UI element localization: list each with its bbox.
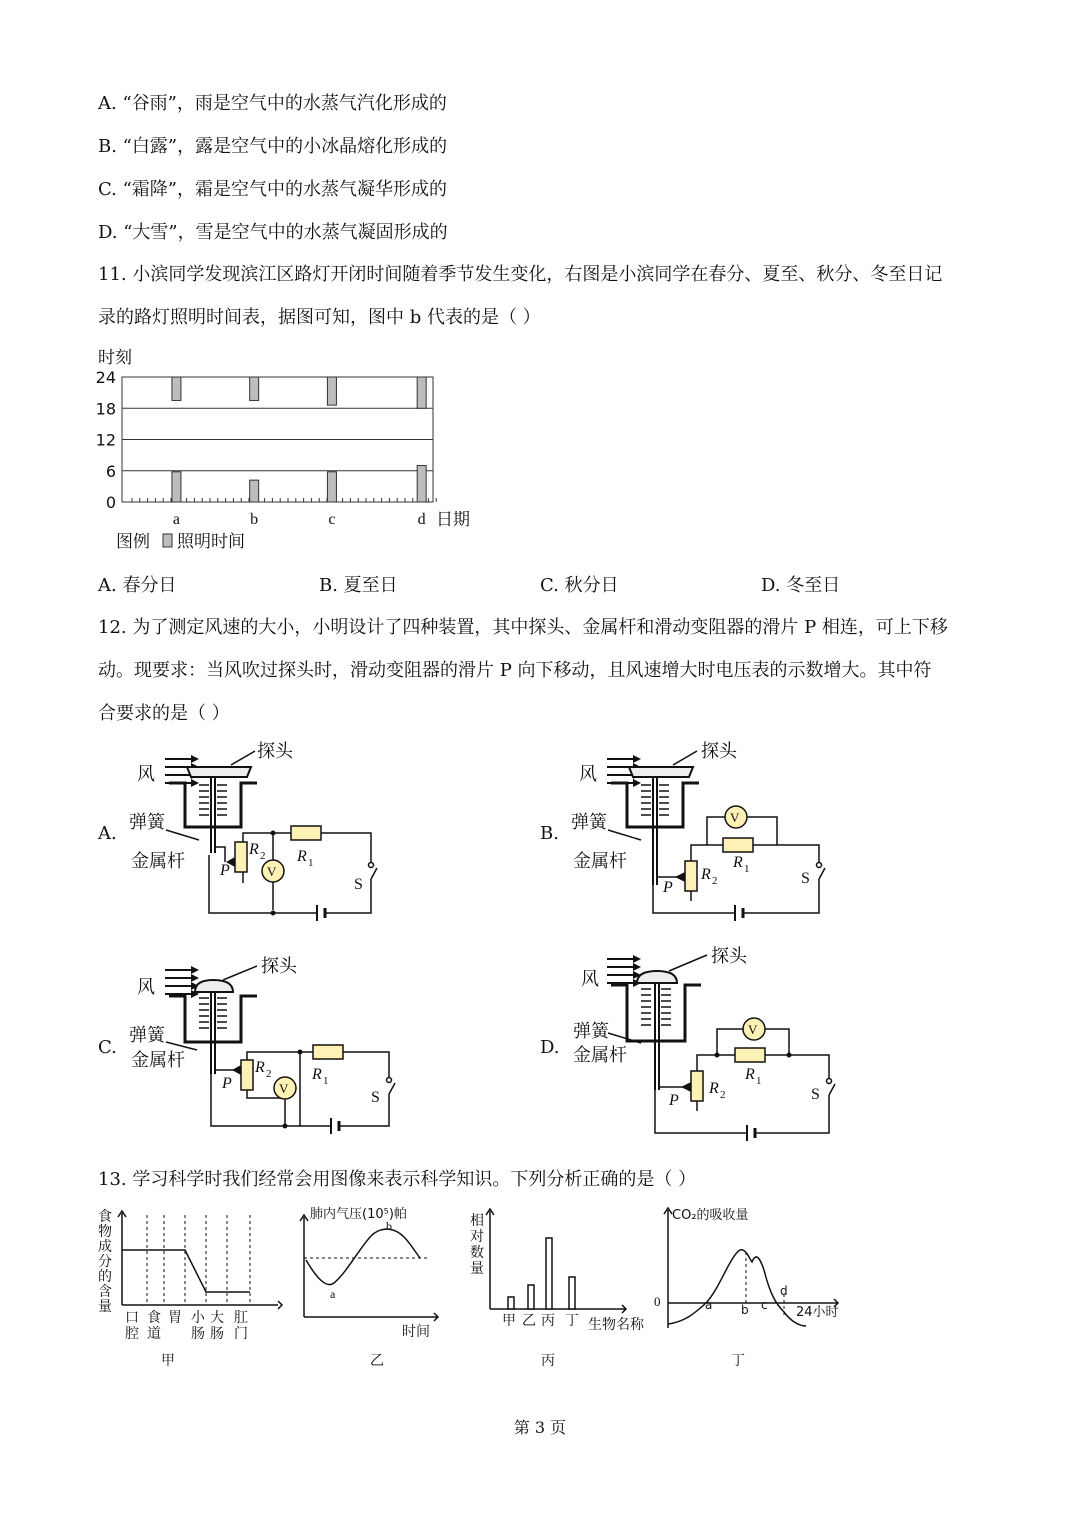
q11-bar-d-evening [417,377,426,408]
r1-label: R [733,854,743,871]
r1-subscript: 1 [756,1075,762,1087]
q11-legend-swatch [163,534,172,547]
q11-y-tick-label: 18 [95,399,116,419]
ding-point-a: a [705,1298,713,1312]
probe-icon [187,767,251,777]
voltmeter-label: V [730,810,740,825]
bing-ylabel-char: 量 [470,1261,484,1277]
q11-x-axis-label: 日期 [436,510,470,530]
probe-label: 探头 [257,741,293,762]
yi-point-a: a [330,1287,336,1301]
bing-bar-label: 丙 [541,1313,555,1329]
p-label: P [663,879,673,896]
jia-xlabel: 小 [191,1310,205,1326]
q11-category-label: b [250,511,259,528]
r2-subscript: 2 [260,850,266,862]
r1-subscript: 1 [308,857,314,869]
r2-subscript: 2 [712,875,718,887]
p-label: P [222,1075,232,1092]
q11-category-label: a [172,511,180,528]
bing-ylabel-char: 相 [470,1213,484,1229]
yi-ylabel: 肺内气压(10⁵)帕 [310,1207,407,1222]
bing-bar-jia [508,1297,514,1309]
jia-xlabel: 食 [147,1310,161,1326]
ding-caption: 丁 [731,1353,745,1369]
q10-option-d: D. “大雪”，雪是空气中的水蒸气凝固形成的 [98,222,448,243]
jia-xlabel: 道 [147,1326,161,1342]
voltmeter-label: V [748,1022,758,1037]
r1-resistor [313,1045,343,1059]
jia-ylabel-char: 物 [98,1224,112,1240]
ding-point-d: d [780,1284,788,1298]
probe-label: 探头 [711,946,747,967]
circuit-b-diagram [567,735,837,920]
ding-xlabel: 24小时 [796,1305,839,1320]
q11-y-axis-label: 时刻 [98,348,132,368]
switch-label: S [811,1086,820,1103]
jia-ylabel-char: 成 [98,1239,112,1255]
jia-curve [122,1250,250,1292]
yi-caption: 乙 [370,1353,384,1369]
r1-resistor [735,1048,765,1062]
q12-stem-line1: 12. 为了测定风速的大小，小明设计了四种装置，其中探头、金属杆和滑动变阻器的滑片 P 相连，可上下移 [98,617,948,638]
q11-stem-line2: 录的路灯照明时间表，据图可知，图中 b 代表的是（ ） [98,307,541,328]
yi-curve [306,1229,420,1284]
voltmeter-label: V [279,1081,289,1096]
q12-option-d: D. [540,1037,560,1058]
page-number: 第 3 页 [513,1418,567,1437]
r2-label: R [249,841,259,858]
q12-stem-line2: 动。现要求：当风吹过探头时，滑动变阻器的滑片 P 向下移动，且风速增大时电压表的示数增大。其中符 [98,660,932,681]
bing-ylabel-char: 数 [470,1245,484,1261]
ding-zero: 0 [654,1294,661,1309]
switch-icon [387,1078,392,1083]
bing-xlabel: 生物名称 [588,1317,644,1333]
bing-bar-yi [528,1285,534,1309]
q11-lighting-chart [90,342,490,557]
q11-bar-b-morning [250,480,259,502]
q11-bar-a-evening [172,377,181,400]
r2-label: R [709,1080,719,1097]
r2-subscript: 2 [720,1089,726,1101]
r1-subscript: 1 [323,1075,329,1087]
q12-option-c: C. [98,1037,117,1058]
spring-label: 弹簧 [129,1025,165,1046]
r2-subscript: 2 [266,1068,272,1080]
r2-resistor [241,1060,253,1090]
switch-icon [817,863,822,868]
jia-ylabel-char: 的 [98,1269,112,1285]
yi-xlabel: 时间 [402,1324,430,1340]
switch-label: S [354,876,363,893]
q13-graph-jia [92,1205,282,1370]
q12-option-a: A. [98,823,117,844]
q13-graph-bing [468,1205,658,1370]
yi-point-b: b [386,1219,392,1233]
q11-stem-line1: 11. 小滨同学发现滨江区路灯开闭时间随着季节发生变化，右图是小滨同学在春分、夏至、秋分、冬至日记 [98,264,943,285]
q11-option-c: C. 秋分日 [540,575,619,596]
bing-ylabel-char: 对 [470,1229,484,1245]
circuit-a-diagram [125,735,395,920]
q11-bar-a-morning [172,472,181,502]
q11-legend-label: 照明时间 [177,532,245,552]
jia-ylabel-char: 分 [98,1254,112,1270]
wind-label: 风 [137,977,155,998]
q13-graph-yi [296,1205,446,1370]
r1-label: R [297,848,307,865]
wind-label: 风 [137,764,155,785]
jia-xlabel: 肠 [191,1326,205,1342]
switch-label: S [371,1089,380,1106]
q11-option-d: D. 冬至日 [761,575,841,596]
bing-bar-ding [569,1277,575,1309]
probe-label: 探头 [261,956,297,977]
rod-label: 金属杆 [573,1045,627,1066]
bing-bar-label: 乙 [522,1313,536,1329]
probe-icon [195,980,233,992]
q11-y-tick-label: 0 [105,493,116,512]
ding-ylabel: CO₂的吸收量 [672,1208,749,1223]
bing-bar-label: 甲 [502,1313,516,1329]
q11-category-label: c [328,511,336,528]
ding-point-c: c [761,1298,768,1312]
p-label: P [669,1092,679,1109]
jia-xlabel: 腔 [125,1326,139,1342]
jia-xlabel: 肛 [234,1310,248,1326]
q13-stem: 13. 学习科学时我们经常会用图像来表示科学知识。下列分析正确的是（ ） [98,1169,697,1190]
jia-ylabel-char: 含 [98,1284,112,1300]
q11-y-tick-label: 24 [95,368,116,387]
jia-xlabel: 肠 [210,1326,224,1342]
r1-label: R [312,1066,322,1083]
jia-ylabel-char: 食 [98,1209,112,1225]
wind-label: 风 [581,969,599,990]
spring-label: 弹簧 [129,812,165,833]
q11-category-label: d [417,511,426,528]
switch-icon [369,863,374,868]
circuit-d-diagram [567,935,847,1140]
voltmeter-label: V [267,864,277,879]
r1-label: R [745,1066,755,1083]
rod-label: 金属杆 [131,851,185,872]
q11-y-tick-label: 6 [105,461,116,481]
bing-bar-label: 丁 [565,1313,579,1329]
r2-label: R [701,866,711,883]
jia-xlabel: 胃 [168,1310,182,1326]
jia-ylabel-char: 量 [98,1299,112,1315]
q11-bar-d-morning [417,466,426,502]
spring-label: 弹簧 [571,812,607,833]
q11-option-b: B. 夏至日 [319,575,398,596]
r1-resistor [723,838,753,852]
q11-y-tick-label: 12 [95,430,116,450]
wind-label: 风 [579,764,597,785]
q10-option-b: B. “白露”，露是空气中的小冰晶熔化形成的 [98,136,448,157]
switch-label: S [801,870,810,887]
ding-point-b: b [741,1303,749,1317]
q10-option-c: C. “霜降”，霜是空气中的水蒸气凝华形成的 [98,179,447,200]
q11-bar-b-evening [250,377,259,400]
jia-xlabel: 口 [125,1310,139,1326]
jia-caption: 甲 [161,1353,175,1369]
r2-resistor [685,861,697,891]
spring-label: 弹簧 [573,1021,609,1042]
q13-graph-ding [650,1200,850,1370]
probe-label: 探头 [701,741,737,762]
bing-bar-bing [546,1238,552,1309]
q11-bar-c-evening [327,377,336,405]
circuit-c-diagram [125,950,405,1135]
jia-xlabel: 大 [210,1310,224,1326]
probe-icon [629,767,693,777]
q12-option-b: B. [540,823,559,844]
q11-option-a: A. 春分日 [98,575,177,596]
r1-resistor [291,826,321,840]
probe-icon [637,971,677,983]
rod-label: 金属杆 [573,851,627,872]
switch-icon [827,1079,832,1084]
r1-subscript: 1 [744,863,750,875]
q10-option-a: A. “谷雨”，雨是空气中的水蒸气汽化形成的 [98,93,447,114]
jia-xlabel: 门 [234,1326,248,1342]
rod-label: 金属杆 [131,1050,185,1071]
r2-label: R [255,1059,265,1076]
r2-resistor [235,842,247,872]
q12-stem-line3: 合要求的是（ ） [98,703,230,724]
p-label: P [220,862,230,879]
q11-bar-c-morning [327,472,336,502]
q11-legend-prefix: 图例 [116,532,150,552]
bing-caption: 丙 [541,1353,555,1369]
r2-resistor [691,1071,703,1101]
